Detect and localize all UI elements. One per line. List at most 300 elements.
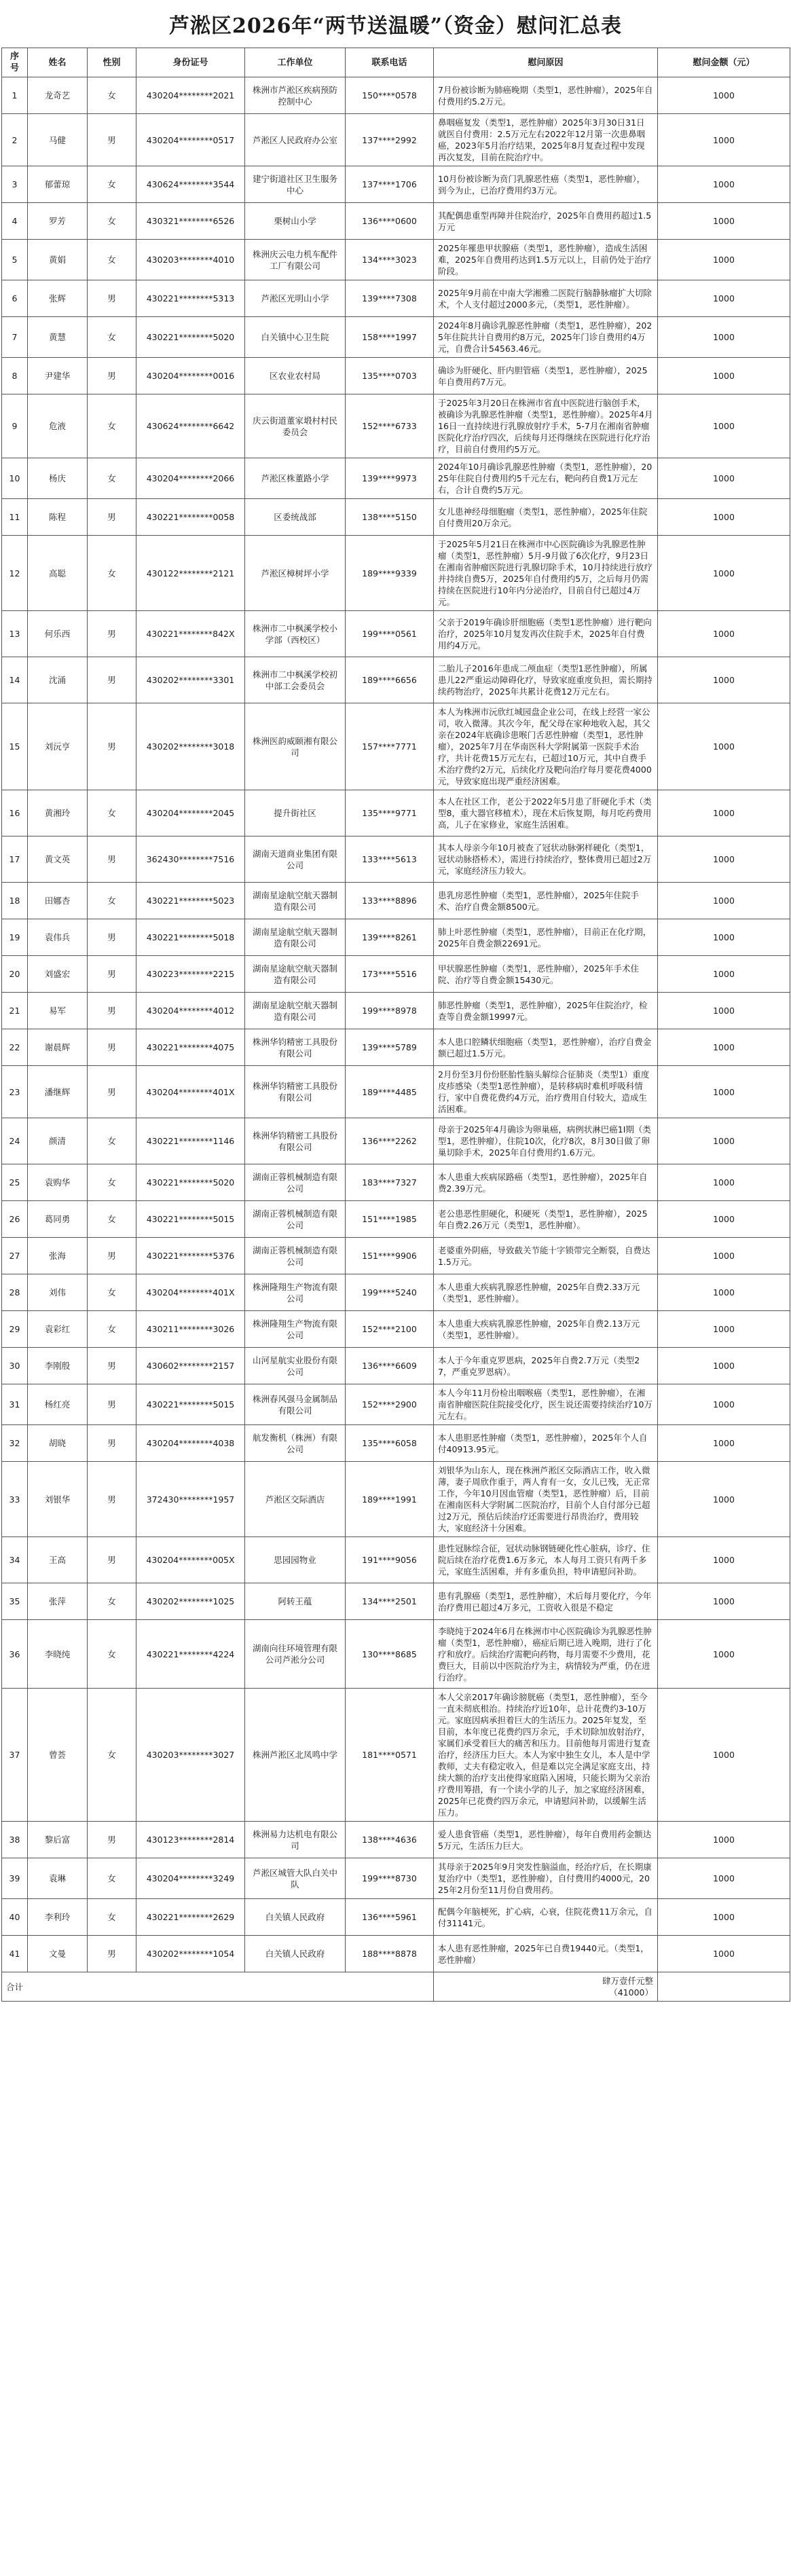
id-number-cell: 430624********6642 bbox=[136, 394, 245, 458]
row-number-cell: 13 bbox=[2, 611, 28, 657]
person-name-cell: 袁琳 bbox=[28, 1858, 88, 1899]
table-row bbox=[2, 394, 790, 458]
reason-cell: 配偶今年脑梗死，扩心病，心衰，住院花费11万余元，自付31141元。 bbox=[434, 1899, 658, 1936]
person-name-cell: 袁伟兵 bbox=[28, 919, 88, 956]
work-unit-cell: 湖南正蓉机械制造有限公司 bbox=[245, 1164, 346, 1201]
reason-cell: 老公患恶性胆硬化，积硬死（类型1，恶性肿瘤），2025年自费2.26万元（类型1，恶性肿瘤）。 bbox=[434, 1201, 658, 1238]
work-unit-cell: 芦淞区樟树坪小学 bbox=[245, 536, 346, 611]
person-name-cell: 文曼 bbox=[28, 1936, 88, 1972]
phone-cell: 137****2992 bbox=[346, 114, 434, 166]
gender-cell: 男 bbox=[88, 114, 136, 166]
gender-cell: 女 bbox=[88, 790, 136, 836]
row-number-cell: 10 bbox=[2, 458, 28, 499]
work-unit-cell: 白关镇中心卫生院 bbox=[245, 317, 346, 358]
header-cell: 慰问金额（元） bbox=[658, 48, 790, 77]
reason-cell: 患有乳腺癌（类型1，恶性肿瘤），术后每月要化疗，今年治疗费用已超过4万多元，工资收入很是不稳定 bbox=[434, 1583, 658, 1620]
gender-cell: 女 bbox=[88, 536, 136, 611]
gender-cell: 男 bbox=[88, 280, 136, 317]
gender-cell: 女 bbox=[88, 1620, 136, 1689]
amount-cell: 1000 bbox=[658, 240, 790, 280]
table-row bbox=[2, 77, 790, 114]
work-unit-cell: 提升街社区 bbox=[245, 790, 346, 836]
work-unit-cell: 湖南星途航空航天器制造有限公司 bbox=[245, 956, 346, 993]
amount-cell: 1000 bbox=[658, 1238, 790, 1274]
reason-cell: 其配偶患重型再障并住院治疗，2025年自费用药超过1.5万元 bbox=[434, 203, 658, 240]
reason-cell: 其母亲于2025年9月突发性脑溢血，经治疗后，在长期康复治疗中（类型1，恶性肿瘤），自付费用约4000元，2025年2月份至11月份自费用药。 bbox=[434, 1858, 658, 1899]
row-number-cell: 6 bbox=[2, 280, 28, 317]
table-row bbox=[2, 993, 790, 1029]
work-unit-cell: 株洲华钧精密工具股份有限公司 bbox=[245, 1118, 346, 1164]
reason-cell: 本人患重大疾病乳腺恶性肿瘤，2025年自费2.13万元（类型1，恶性肿瘤）。 bbox=[434, 1311, 658, 1348]
id-number-cell: 430202********3301 bbox=[136, 657, 245, 703]
work-unit-cell: 芦淞区城管大队白关中队 bbox=[245, 1858, 346, 1899]
amount-cell: 1000 bbox=[658, 1936, 790, 1972]
amount-cell: 1000 bbox=[658, 1029, 790, 1066]
phone-cell: 173****5516 bbox=[346, 956, 434, 993]
work-unit-cell: 白关镇人民政府 bbox=[245, 1899, 346, 1936]
table-row bbox=[2, 1311, 790, 1348]
gender-cell: 男 bbox=[88, 993, 136, 1029]
amount-cell: 1000 bbox=[658, 1164, 790, 1201]
row-number-cell: 11 bbox=[2, 499, 28, 536]
phone-cell: 139****5789 bbox=[346, 1029, 434, 1066]
phone-cell: 135****9771 bbox=[346, 790, 434, 836]
row-number-cell: 35 bbox=[2, 1583, 28, 1620]
gender-cell: 女 bbox=[88, 458, 136, 499]
person-name-cell: 袁彩红 bbox=[28, 1311, 88, 1348]
work-unit-cell: 株洲市二中枫溪学校小学部（西校区） bbox=[245, 611, 346, 657]
gender-cell: 女 bbox=[88, 1201, 136, 1238]
id-number-cell: 430204********2021 bbox=[136, 77, 245, 114]
total-note bbox=[434, 1972, 658, 2002]
person-name-cell: 马健 bbox=[28, 114, 88, 166]
id-number-cell: 372430********1957 bbox=[136, 1462, 245, 1537]
work-unit-cell: 株洲华钧精密工具股份有限公司 bbox=[245, 1066, 346, 1118]
row-number-cell: 34 bbox=[2, 1537, 28, 1583]
work-unit-cell: 区委统战部 bbox=[245, 499, 346, 536]
row-number-cell: 7 bbox=[2, 317, 28, 358]
reason-cell: 10月份被诊断为贲门乳腺恶性癌（类型1，恶性肿瘤），到今为止，已治疗费用约3万元。 bbox=[434, 166, 658, 203]
row-number-cell: 27 bbox=[2, 1238, 28, 1274]
header-cell: 工作单位 bbox=[245, 48, 346, 77]
person-name-cell: 杨红亮 bbox=[28, 1384, 88, 1425]
row-number-cell: 2 bbox=[2, 114, 28, 166]
phone-cell: 188****8878 bbox=[346, 1936, 434, 1972]
reason-cell: 李晓纯于2024年6月在株洲市中心医院确诊为乳腺恶性肿瘤（类型1，恶性肿瘤），癌症后期已进入晚期，进行了化疗和放疗。后续治疗需靶向药物，每月需要不少费用，花费巨大，目前以中医院治疗为主，病情较为严重，仍在进行治疗。 bbox=[434, 1620, 658, 1689]
header-row bbox=[2, 48, 790, 77]
reason-cell: 父亲于2019年确诊肝细胞癌（类型1恶性肿瘤）进行靶向治疗，2025年10月复发再次住院手术，2025年自付费用约4万元。 bbox=[434, 611, 658, 657]
gender-cell: 女 bbox=[88, 1583, 136, 1620]
phone-cell: 136****6609 bbox=[346, 1348, 434, 1384]
phone-cell: 157****7771 bbox=[346, 703, 434, 790]
amount-cell: 1000 bbox=[658, 1201, 790, 1238]
phone-cell: 152****2100 bbox=[346, 1311, 434, 1348]
phone-cell: 151****9906 bbox=[346, 1238, 434, 1274]
reason-cell: 其本人母亲今年10月被查了冠状动脉粥样硬化（类型1，冠状动脉搭桥术），需进行持续治疗，整体费用已超过2万元，家庭经济压力较大。 bbox=[434, 836, 658, 883]
phone-cell: 136****2262 bbox=[346, 1118, 434, 1164]
amount-cell: 1000 bbox=[658, 1311, 790, 1348]
work-unit-cell: 湖南星途航空航天器制造有限公司 bbox=[245, 919, 346, 956]
gender-cell: 女 bbox=[88, 1689, 136, 1822]
phone-cell: 130****8685 bbox=[346, 1620, 434, 1689]
table-row bbox=[2, 956, 790, 993]
phone-cell: 133****8896 bbox=[346, 883, 434, 919]
person-name-cell: 黄湘玲 bbox=[28, 790, 88, 836]
person-name-cell: 易军 bbox=[28, 993, 88, 1029]
id-number-cell: 430202********1025 bbox=[136, 1583, 245, 1620]
amount-cell: 1000 bbox=[658, 77, 790, 114]
reason-cell: 2024年10月确诊乳腺恶性肿瘤（类型1，恶性肿瘤），2025年住院自付费用约5千元左右，靶向药自费1万元左右，合计自费约5万元。 bbox=[434, 458, 658, 499]
person-name-cell: 胡晓 bbox=[28, 1425, 88, 1462]
table-row bbox=[2, 240, 790, 280]
row-number-cell: 26 bbox=[2, 1201, 28, 1238]
gender-cell: 女 bbox=[88, 1899, 136, 1936]
row-number-cell: 14 bbox=[2, 657, 28, 703]
person-name-cell: 黎后富 bbox=[28, 1822, 88, 1858]
work-unit-cell: 建宁街道社区卫生服务中心 bbox=[245, 166, 346, 203]
gender-cell: 男 bbox=[88, 956, 136, 993]
amount-cell: 1000 bbox=[658, 883, 790, 919]
amount-cell: 1000 bbox=[658, 458, 790, 499]
person-name-cell: 尹建华 bbox=[28, 358, 88, 394]
gender-cell: 男 bbox=[88, 1384, 136, 1425]
gender-cell: 男 bbox=[88, 836, 136, 883]
gender-cell: 女 bbox=[88, 203, 136, 240]
work-unit-cell: 湖南正蓉机械制造有限公司 bbox=[245, 1238, 346, 1274]
person-name-cell: 张海 bbox=[28, 1238, 88, 1274]
gender-cell: 女 bbox=[88, 166, 136, 203]
table-row bbox=[2, 1936, 790, 1972]
reason-cell: 本人于今年重克罗恩病，2025年自费2.7万元（类型27，严重克罗恩病）。 bbox=[434, 1348, 658, 1384]
amount-cell: 1000 bbox=[658, 1384, 790, 1425]
work-unit-cell: 湖南星途航空航天器制造有限公司 bbox=[245, 883, 346, 919]
id-number-cell: 430204********005X bbox=[136, 1537, 245, 1583]
row-number-cell: 36 bbox=[2, 1620, 28, 1689]
row-number-cell: 25 bbox=[2, 1164, 28, 1201]
table-row bbox=[2, 1238, 790, 1274]
row-number-cell: 32 bbox=[2, 1425, 28, 1462]
amount-cell: 1000 bbox=[658, 703, 790, 790]
reason-cell: 肺恶性肿瘤（类型1，恶性肿瘤），2025年住院治疗，检查等自费金额19997元。 bbox=[434, 993, 658, 1029]
id-number-cell: 430221********5313 bbox=[136, 280, 245, 317]
id-number-cell: 430221********842X bbox=[136, 611, 245, 657]
id-number-cell: 430624********3544 bbox=[136, 166, 245, 203]
phone-cell: 134****2501 bbox=[346, 1583, 434, 1620]
total-blank bbox=[658, 1972, 790, 2002]
id-number-cell: 430221********5015 bbox=[136, 1384, 245, 1425]
id-number-cell: 430204********4038 bbox=[136, 1425, 245, 1462]
work-unit-cell: 湖南正蓉机械制造有限公司 bbox=[245, 1201, 346, 1238]
phone-cell: 133****5613 bbox=[346, 836, 434, 883]
table-row bbox=[2, 1118, 790, 1164]
gender-cell: 女 bbox=[88, 77, 136, 114]
gender-cell: 女 bbox=[88, 1311, 136, 1348]
reason-cell: 老婆重外阴癌，导致截关节能十字锁带完全断裂，自费达1.5万元。 bbox=[434, 1238, 658, 1274]
total-row bbox=[2, 1972, 790, 2002]
person-name-cell: 杨庆 bbox=[28, 458, 88, 499]
amount-cell: 1000 bbox=[658, 1274, 790, 1311]
table-row bbox=[2, 499, 790, 536]
table-row bbox=[2, 1201, 790, 1238]
phone-cell: 139****8261 bbox=[346, 919, 434, 956]
person-name-cell: 刘伟 bbox=[28, 1274, 88, 1311]
id-number-cell: 430321********6526 bbox=[136, 203, 245, 240]
reason-cell: 爱人患食管癌（类型1，恶性肿瘤），每年自费用药金额达5万元，生活压力巨大。 bbox=[434, 1822, 658, 1858]
table-row bbox=[2, 1620, 790, 1689]
person-name-cell: 王高 bbox=[28, 1537, 88, 1583]
gender-cell: 男 bbox=[88, 1066, 136, 1118]
table-row bbox=[2, 1029, 790, 1066]
amount-cell: 1000 bbox=[658, 1348, 790, 1384]
gender-cell: 男 bbox=[88, 1029, 136, 1066]
row-number-cell: 3 bbox=[2, 166, 28, 203]
person-name-cell: 曾荟 bbox=[28, 1689, 88, 1822]
table-row bbox=[2, 1689, 790, 1822]
id-number-cell: 430204********401X bbox=[136, 1274, 245, 1311]
id-number-cell: 430221********2629 bbox=[136, 1899, 245, 1936]
table-row bbox=[2, 1899, 790, 1936]
phone-cell: 158****1997 bbox=[346, 317, 434, 358]
row-number-cell: 38 bbox=[2, 1822, 28, 1858]
id-number-cell: 430221********5023 bbox=[136, 883, 245, 919]
phone-cell: 136****0600 bbox=[346, 203, 434, 240]
gender-cell: 男 bbox=[88, 657, 136, 703]
phone-cell: 189****9339 bbox=[346, 536, 434, 611]
reason-cell: 本人今年11月份检出咽喉癌（类型1，恶性肿瘤），在湘南省肿瘤医院住院接受化疗，医生说还需要持续治疗10万元左右。 bbox=[434, 1384, 658, 1425]
table-row bbox=[2, 317, 790, 358]
reason-cell: 于2025年5月21日在株洲市中心医院确诊为乳腺恶性肿瘤（类型1，恶性肿瘤）5月-9月做了6次化疗，9月23日在湘南省肿瘤医院进行乳腺切除手术，10月持续进行放疗并持续自费5万，2025年自付费用约5万，之后每月仍需持续在医院进行10年内分泌治疗，目前自付已超过4万元。 bbox=[434, 536, 658, 611]
gender-cell: 男 bbox=[88, 1462, 136, 1537]
reason-cell: 确诊为肝硬化、肝内胆管癌（类型1，恶性肿瘤），2025年自费用药7万元。 bbox=[434, 358, 658, 394]
id-number-cell: 430221********1146 bbox=[136, 1118, 245, 1164]
row-number-cell: 12 bbox=[2, 536, 28, 611]
work-unit-cell: 芦淞区人民政府办公室 bbox=[245, 114, 346, 166]
table-row bbox=[2, 1384, 790, 1425]
phone-cell: 152****2900 bbox=[346, 1384, 434, 1425]
reason-cell: 2025年罹患甲状腺癌（类型1，恶性肿瘤），造成生活困难，2025年自费用药达到1.5万元以上，目前仍处于治疗阶段。 bbox=[434, 240, 658, 280]
reason-cell: 本人父亲2017年确诊膀胱癌（类型1，恶性肿瘤），至今一直未彻底根治。持续治疗近10年，总计花费约3-10万元。家庭因病承担着巨大的生活压力。2025年复发，至目前，本年度已花费约四万余元，手术切除加放射治疗，家属们承受着巨大的痛苦和压力。目前他每月需进行复查治疗，经济压力巨大。本人为家中独生女儿，本人是中学教师，丈夫有稳定收入，但是难以完全满足家庭支出，持续大额的治疗支出使得家庭陷入困境，只能长期为父亲治疗费用筹措，有一个读小学的儿子，加之家庭经济困难，2025年已花费约四万余元，申请慰问补助，以缓解生活压力。 bbox=[434, 1689, 658, 1822]
reason-cell: 本人患重大疾病尿路癌（类型1，恶性肿瘤），2025年自费2.39万元。 bbox=[434, 1164, 658, 1201]
table-row bbox=[2, 1858, 790, 1899]
id-number-cell: 430202********1054 bbox=[136, 1936, 245, 1972]
work-unit-cell: 湖南星途航空航天器制造有限公司 bbox=[245, 993, 346, 1029]
work-unit-cell: 株洲隆翔生产物流有限公司 bbox=[245, 1311, 346, 1348]
person-name-cell: 罗芳 bbox=[28, 203, 88, 240]
work-unit-cell: 航发衡机（株洲）有限公司 bbox=[245, 1425, 346, 1462]
table-row bbox=[2, 790, 790, 836]
table-row bbox=[2, 280, 790, 317]
work-unit-cell: 株洲华钧精密工具股份有限公司 bbox=[245, 1029, 346, 1066]
id-number-cell: 430221********5015 bbox=[136, 1201, 245, 1238]
person-name-cell: 黄慧 bbox=[28, 317, 88, 358]
row-number-cell: 5 bbox=[2, 240, 28, 280]
table-row bbox=[2, 611, 790, 657]
table-row bbox=[2, 1537, 790, 1583]
gender-cell: 男 bbox=[88, 611, 136, 657]
id-number-cell: 430221********5018 bbox=[136, 919, 245, 956]
reason-cell: 二胎儿子2016年患成二颅血症（类型1恶性肿瘤），所属患儿22严重运动障碍化疗，导致家庭重度负担，需长期持续药物治疗，2025年共累计花费12万元左右。 bbox=[434, 657, 658, 703]
id-number-cell: 430204********2066 bbox=[136, 458, 245, 499]
id-number-cell: 430123********2814 bbox=[136, 1822, 245, 1858]
amount-cell: 1000 bbox=[658, 1583, 790, 1620]
person-name-cell: 张辉 bbox=[28, 280, 88, 317]
gender-cell: 男 bbox=[88, 499, 136, 536]
person-name-cell: 李晓纯 bbox=[28, 1620, 88, 1689]
table-row bbox=[2, 114, 790, 166]
reason-cell: 2024年8月确诊乳腺恶性肿瘤（类型1，恶性肿瘤），2025年住院共计自费用约8万元，2025年门诊自费用约4万元，自费合计54563.46元。 bbox=[434, 317, 658, 358]
phone-cell: 151****1985 bbox=[346, 1201, 434, 1238]
person-name-cell: 何乐西 bbox=[28, 611, 88, 657]
amount-cell: 1000 bbox=[658, 1462, 790, 1537]
id-number-cell: 430204********0016 bbox=[136, 358, 245, 394]
row-number-cell: 41 bbox=[2, 1936, 28, 1972]
work-unit-cell: 白关镇人民政府 bbox=[245, 1936, 346, 1972]
work-unit-cell: 山河星航实业股份有限公司 bbox=[245, 1348, 346, 1384]
gender-cell: 男 bbox=[88, 1936, 136, 1972]
reason-cell: 2月份至3月份份胚胎性脑头解综合征肺炎（类型1）重度皮疹感染（类型1恶性肿瘤），是转移病时难机呼吸科情行，家中自费花费约4万元，治疗费用自付较大，造成生活困难。 bbox=[434, 1066, 658, 1118]
row-number-cell: 29 bbox=[2, 1311, 28, 1348]
work-unit-cell: 思园园物业 bbox=[245, 1537, 346, 1583]
amount-cell: 1000 bbox=[658, 919, 790, 956]
table-row bbox=[2, 1822, 790, 1858]
row-number-cell: 8 bbox=[2, 358, 28, 394]
reason-cell: 本人患重大疾病乳腺恶性肿瘤，2025年自费2.33万元（类型1，恶性肿瘤）。 bbox=[434, 1274, 658, 1311]
work-unit-cell: 株洲春风强马金属制品有限公司 bbox=[245, 1384, 346, 1425]
amount-cell: 1000 bbox=[658, 394, 790, 458]
phone-cell: 136****5961 bbox=[346, 1899, 434, 1936]
amount-cell: 1000 bbox=[658, 1537, 790, 1583]
row-number-cell: 39 bbox=[2, 1858, 28, 1899]
id-number-cell: 430203********3027 bbox=[136, 1689, 245, 1822]
phone-cell: 150****0578 bbox=[346, 77, 434, 114]
id-number-cell: 430221********4224 bbox=[136, 1620, 245, 1689]
reason-cell: 于2025年3月20日在株洲市省直中医院进行脑创手术，被确诊为乳腺恶性肿瘤（类型1，恶性肿瘤）。2025年4月16日一直持续进行乳腺放射疗手术，5-7月在湘南省肿瘤医院化疗治疗四次，后续每月还得继续在医院进行化疗治疗，目前自付费用约5万元。 bbox=[434, 394, 658, 458]
table-row bbox=[2, 458, 790, 499]
phone-cell: 135****6058 bbox=[346, 1425, 434, 1462]
phone-cell: 181****0571 bbox=[346, 1689, 434, 1822]
work-unit-cell: 区农业农村局 bbox=[245, 358, 346, 394]
gender-cell: 男 bbox=[88, 1238, 136, 1274]
person-name-cell: 潘继辉 bbox=[28, 1066, 88, 1118]
person-name-cell: 危液 bbox=[28, 394, 88, 458]
reason-cell: 本人在社区工作，老公于2022年5月患了肝硬化手术（类型8，重大器官移植术），现在术后恢复期，每月吃药费用高，儿子在家修业，家庭生活困难。 bbox=[434, 790, 658, 836]
work-unit-cell: 湖南向往环境管理有限公司芦淞分公司 bbox=[245, 1620, 346, 1689]
reason-cell: 患性冠脉综合征，冠状动脉钢链硬化性心脏病，诊疗、住院后续在治疗花费1.6万多元，本人每月工资只有两千多元，家庭生活困难，并有多重负担，特申请慰问补助。 bbox=[434, 1537, 658, 1583]
header-cell: 姓名 bbox=[28, 48, 88, 77]
total-amount: （41000） bbox=[609, 1987, 653, 1998]
phone-cell: 199****5240 bbox=[346, 1274, 434, 1311]
reason-cell: 本人患胆恶性肿瘤（类型1，恶性肿瘤），2025年个人自付40913.95元。 bbox=[434, 1425, 658, 1462]
amount-cell: 1000 bbox=[658, 1425, 790, 1462]
table-row bbox=[2, 919, 790, 956]
amount-cell: 1000 bbox=[658, 1066, 790, 1118]
header-cell: 性别 bbox=[88, 48, 136, 77]
id-number-cell: 430223********2215 bbox=[136, 956, 245, 993]
phone-cell: 138****4636 bbox=[346, 1822, 434, 1858]
amount-cell: 1000 bbox=[658, 280, 790, 317]
row-number-cell: 15 bbox=[2, 703, 28, 790]
table-row bbox=[2, 883, 790, 919]
phone-cell: 135****0703 bbox=[346, 358, 434, 394]
row-number-cell: 17 bbox=[2, 836, 28, 883]
table-row bbox=[2, 703, 790, 790]
gender-cell: 女 bbox=[88, 240, 136, 280]
person-name-cell: 刘沅亨 bbox=[28, 703, 88, 790]
table-row bbox=[2, 1164, 790, 1201]
id-number-cell: 430221********5020 bbox=[136, 317, 245, 358]
row-number-cell: 21 bbox=[2, 993, 28, 1029]
id-number-cell: 430602********2157 bbox=[136, 1348, 245, 1384]
amount-cell: 1000 bbox=[658, 836, 790, 883]
phone-cell: 137****1706 bbox=[346, 166, 434, 203]
amount-cell: 1000 bbox=[658, 358, 790, 394]
reason-cell: 甲状腺恶性肿瘤（类型1，恶性肿瘤），2025年手术住院、治疗等自费金额15430元。 bbox=[434, 956, 658, 993]
person-name-cell: 张萍 bbox=[28, 1583, 88, 1620]
amount-cell: 1000 bbox=[658, 1858, 790, 1899]
work-unit-cell: 株洲隆翔生产物流有限公司 bbox=[245, 1274, 346, 1311]
total-label: 合计 bbox=[2, 1972, 434, 2002]
phone-cell: 189****4485 bbox=[346, 1066, 434, 1118]
work-unit-cell: 株洲芦淞区北凤鸣中学 bbox=[245, 1689, 346, 1822]
person-name-cell: 黄娟 bbox=[28, 240, 88, 280]
amount-cell: 1000 bbox=[658, 1620, 790, 1689]
person-name-cell: 李刚殷 bbox=[28, 1348, 88, 1384]
person-name-cell: 沈涌 bbox=[28, 657, 88, 703]
phone-cell: 183****7327 bbox=[346, 1164, 434, 1201]
id-number-cell: 430122********2121 bbox=[136, 536, 245, 611]
person-name-cell: 李利玲 bbox=[28, 1899, 88, 1936]
row-number-cell: 20 bbox=[2, 956, 28, 993]
table-row bbox=[2, 1425, 790, 1462]
id-number-cell: 430211********3026 bbox=[136, 1311, 245, 1348]
work-unit-cell: 芦淞区光明山小学 bbox=[245, 280, 346, 317]
relief-summary-table bbox=[1, 48, 790, 2002]
person-name-cell: 葛同勇 bbox=[28, 1201, 88, 1238]
phone-cell: 139****9973 bbox=[346, 458, 434, 499]
work-unit-cell: 湖南天道商业集团有限公司 bbox=[245, 836, 346, 883]
table-row bbox=[2, 536, 790, 611]
table-row bbox=[2, 657, 790, 703]
row-number-cell: 37 bbox=[2, 1689, 28, 1822]
phone-cell: 138****5150 bbox=[346, 499, 434, 536]
gender-cell: 男 bbox=[88, 1822, 136, 1858]
work-unit-cell: 株洲庆云电力机车配件工厂有限公司 bbox=[245, 240, 346, 280]
amount-cell: 1000 bbox=[658, 499, 790, 536]
page-title: 芦淞区2026年“两节送温暖”（资金）慰问汇总表 bbox=[168, 14, 622, 38]
person-name-cell: 龙奇艺 bbox=[28, 77, 88, 114]
amount-cell: 1000 bbox=[658, 1118, 790, 1164]
amount-cell: 1000 bbox=[658, 657, 790, 703]
reason-cell: 肺上叶恶性肿瘤（类型1，恶性肿瘤），目前正在化疗期，2025年自费金额22691元。 bbox=[434, 919, 658, 956]
phone-cell: 152****6733 bbox=[346, 394, 434, 458]
id-number-cell: 430204********401X bbox=[136, 1066, 245, 1118]
phone-cell: 134****3023 bbox=[346, 240, 434, 280]
person-name-cell: 袁购华 bbox=[28, 1164, 88, 1201]
gender-cell: 男 bbox=[88, 1348, 136, 1384]
phone-cell: 189****6656 bbox=[346, 657, 434, 703]
gender-cell: 女 bbox=[88, 883, 136, 919]
person-name-cell: 高聪 bbox=[28, 536, 88, 611]
header-cell: 慰问原因 bbox=[434, 48, 658, 77]
table-row bbox=[2, 166, 790, 203]
reason-cell: 本人患有恶性肿瘤，2025年已自费19440元。（类型1，恶性肿瘤） bbox=[434, 1936, 658, 1972]
id-number-cell: 362430********7516 bbox=[136, 836, 245, 883]
amount-cell: 1000 bbox=[658, 536, 790, 611]
work-unit-cell: 庆云街道董家塅村村民委员会 bbox=[245, 394, 346, 458]
reason-cell: 刘银华为山东人，现在株洲芦淞区交际酒店工作，收入微薄，妻子周欣作重于，两人育有一女，女儿已残，无正常工作，今年10月因血管瘤（类型1，恶性肿瘤）后，目前在湘南医科大学附属二医院治疗，目前个人自付部分已超过2万元，预估后续治疗还需要进行昂贵治疗，费用较大，家庭经济十分困难。 bbox=[434, 1462, 658, 1537]
row-number-cell: 22 bbox=[2, 1029, 28, 1066]
id-number-cell: 430221********5376 bbox=[136, 1238, 245, 1274]
